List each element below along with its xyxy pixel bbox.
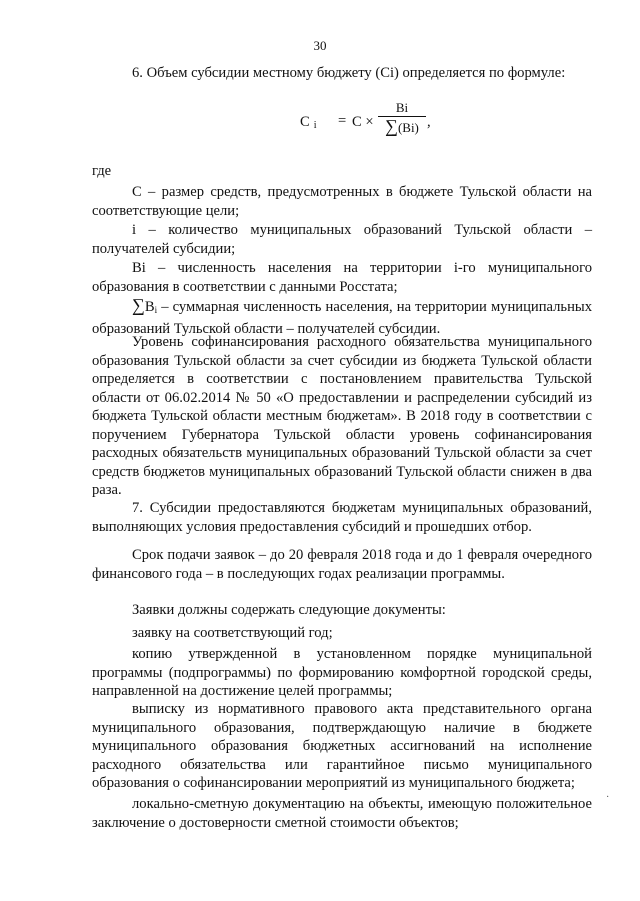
definition-sum: ∑Bi – суммарная численность населения, на территории муниципальных образований Тульской области – получателей субсидии. [92, 295, 592, 337]
paragraph-cofinancing: Уровень софинансирования расходного обязательства муниципального образования Тульской области за счет субсидии из бюджета Тульской области определяется в соответствии с постановлением правительства Тульской области от 06.02.2014 № 50 «О предоставлении и распределении субсидий из бюджета Тульской области местным бюджетам». В 2018 году в соответствии с поручением Губернатора Тульской области уровень софинансирования расходных обязательств муниципальных образований Тульской области за счет средств бюджетов муниципальных образований Тульской области снижен в два раза. [92, 334, 592, 498]
formula-denominator: ∑(Bi) [385, 116, 419, 136]
paragraph-legal-extract: выписку из нормативного правового акта представительного органа муниципального образования, подтверждающую наличие в бюджете муниципального образования бюджетных ассигнований на исполнение расходного обязательства или гарантийное письмо муниципального образования о софинансировании мероприятий из муниципального бюджета; [92, 701, 592, 791]
formula-ci: C $_i$ [300, 114, 317, 131]
sum-sigma: ∑ [132, 295, 145, 315]
paragraph-application: заявку на соответствующий год; [132, 625, 333, 641]
paragraph-7: 7. Субсидии предоставляются бюджетам муниципальных образований, выполняющих условия предоставления субсидий и прошедших отбор. [92, 500, 592, 535]
formula-fraction [378, 100, 426, 137]
paragraph-deadline: Срок подачи заявок – до 20 февраля 2018 года и до 1 февраля очередного финансового года – в последующих годах реализации программы. [92, 547, 592, 582]
where-label: где [92, 163, 112, 179]
subsidy-formula [300, 100, 500, 146]
page-number: 30 [313, 38, 327, 53]
definition-i: i – количество муниципальных образований Тульской области – получателей субсидии; [92, 222, 592, 257]
formula-equals: = [338, 113, 347, 129]
formula-comma: , [427, 114, 431, 130]
definition-bi: Bi – численность населения на территории i-го муниципального образования в соответствии с данными Росстата; [92, 260, 592, 295]
formula-c-times: C × [352, 114, 374, 130]
paragraph-program-copy: копию утвержденной в установленном порядке муниципальной программы (подпрограммы) по формированию комфортной городской среды, направленной на достижение целей программы; [92, 646, 592, 699]
paragraph-6: 6. Объем субсидии местному бюджету (Ci) определяется по формуле: [132, 65, 566, 81]
scan-dot: · [606, 792, 610, 803]
paragraph-documents: Заявки должны содержать следующие документы: [132, 602, 446, 618]
formula-numerator: Bi [378, 100, 426, 117]
paragraph-estimate: локально-сметную документацию на объекты, имеющую положительное заключение о достоверности сметной стоимости объектов; [92, 796, 592, 831]
definition-c: С – размер средств, предусмотренных в бюджете Тульской области на соответствующие цели; [92, 184, 592, 219]
